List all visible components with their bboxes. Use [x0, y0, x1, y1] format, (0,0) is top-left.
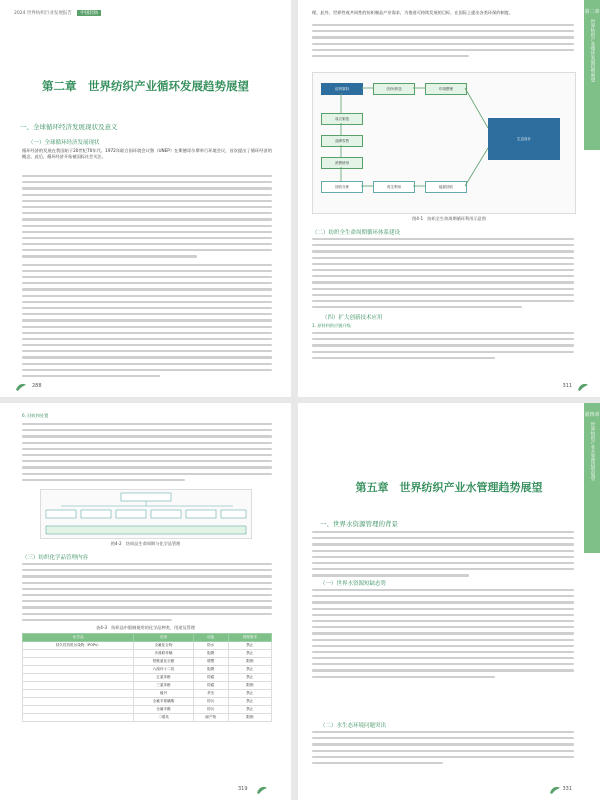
- body-text-lines: [312, 731, 574, 768]
- leaf-logo-icon: [14, 382, 28, 392]
- table-row: [23, 674, 272, 682]
- page-number: 319: [238, 786, 248, 792]
- table-cell: [23, 650, 134, 658]
- table-cell: 限制: [228, 682, 271, 690]
- table-row: [23, 658, 272, 666]
- figure-caption: 图4-1 纺织全生命周期循环利用示意图: [412, 216, 486, 221]
- table-caption: 表4-3 纺织品中限制使用的化学品种类、用途及管理: [96, 625, 195, 630]
- table-header: 化学品: [23, 634, 134, 642]
- table-row: [23, 706, 272, 714]
- table-row: [23, 642, 272, 650]
- item-heading: 6. 回收和处置: [22, 413, 49, 418]
- side-chapter-text: 世界纺织产业循环发展趋势展望: [590, 19, 595, 82]
- diagram-box: 成衣制造: [321, 113, 363, 125]
- page-319: [0, 403, 291, 800]
- page-number: 311: [562, 383, 572, 389]
- table-cell: 禁止: [228, 690, 271, 698]
- table-cell: [23, 706, 134, 714]
- chapter-label: 第二章: [584, 9, 600, 15]
- table-cell: 阻燃: [193, 650, 228, 658]
- table-cell: 增塑: [193, 658, 228, 666]
- chemicals-table: [22, 633, 272, 722]
- table-cell: [23, 658, 134, 666]
- table-cell: 全氟化合物: [134, 642, 193, 650]
- side-chapter-text: 世界纺织产业水管理趋势展望: [590, 422, 595, 481]
- table-cell: 持久性有机污染物（POPs）: [23, 642, 134, 650]
- figure-caption: 图4-2 纺织品生命周期与化学品管理: [110, 541, 181, 546]
- table-cell: 禁止: [228, 650, 271, 658]
- table-cell: [23, 682, 134, 690]
- table-row: [23, 666, 272, 674]
- table-cell: 六溴环十二烷: [134, 666, 193, 674]
- leaf-logo-icon: [548, 785, 562, 795]
- chapter-side-tab: [584, 0, 600, 150]
- table-cell: 杀虫: [193, 690, 228, 698]
- running-header: [14, 10, 101, 16]
- table-header: 类别: [134, 634, 193, 642]
- diagram-box: 品牌零售: [321, 135, 363, 147]
- table-cell: 防污: [193, 706, 228, 714]
- page-288: [0, 0, 291, 397]
- subsection-heading: （一）全球循环经济发展现状: [28, 140, 100, 146]
- header-text: 2024 世界纺织行业发展报告: [14, 11, 72, 16]
- body-text-lines: [22, 423, 272, 485]
- subsection-heading: （三）纺织化学品管理内容: [22, 555, 89, 561]
- body-paragraph: 循环经济的发展在我国始于20世纪70年代。1972年联合国环境会议暨（UNEP）在斯德哥尔摩举行环境会议，首次提出了循环经济的概念。此后，循环经济开始被国际社会关注。: [22, 148, 272, 160]
- body-text-lines: [312, 24, 574, 61]
- table-cell: 防水: [193, 642, 228, 650]
- table-cell: 限制: [228, 714, 271, 722]
- table-cell: 五氯苯酚: [134, 674, 193, 682]
- subsection-heading: （二）水生态环境问题突出: [320, 723, 387, 729]
- chapter-label: 第四章: [584, 412, 600, 418]
- table-cell: 副产物: [193, 714, 228, 722]
- table-cell: 硫丹: [134, 690, 193, 698]
- table-header: 用途: [193, 634, 228, 642]
- table-row: [23, 690, 272, 698]
- table-header: 管理要求: [228, 634, 271, 642]
- page-number: 288: [32, 383, 42, 389]
- table-cell: [23, 690, 134, 698]
- diagram-box: 消费使用: [321, 157, 363, 169]
- page-number: 331: [562, 786, 572, 792]
- body-text-lines: [22, 563, 272, 625]
- table-row: [23, 650, 272, 658]
- diagram-box: 生态设计: [488, 118, 560, 160]
- diagram-graphic: [41, 490, 251, 538]
- lifecycle-diagram: [312, 72, 576, 214]
- chapter-title: 第二章 世界纺织产业循环发展趋势展望: [42, 79, 249, 93]
- section-heading: 一、全球循环经济发展现状及意义: [20, 123, 118, 131]
- table-row: [23, 698, 272, 706]
- chapter-title: 第五章 世界纺织产业水管理趋势展望: [355, 481, 543, 494]
- body-text-lines: [312, 332, 574, 363]
- item-heading: 1. 原材料供应链升级: [312, 323, 351, 328]
- diagram-box: 能源回收: [425, 181, 467, 193]
- table-cell: 全氟辛基磺酸: [134, 698, 193, 706]
- table-cell: 三氯苯酚: [134, 682, 193, 690]
- table-row: [23, 714, 272, 722]
- section-heading: 一、世界水资源管理的背景: [320, 520, 398, 528]
- page-311: [298, 0, 600, 397]
- table-cell: 禁止: [228, 666, 271, 674]
- table-cell: 防污: [193, 698, 228, 706]
- table-cell: 禁止: [228, 706, 271, 714]
- table-cell: 禁止: [228, 698, 271, 706]
- table-cell: 阻燃: [193, 666, 228, 674]
- body-text-lines: [312, 589, 574, 682]
- leaf-logo-icon: [576, 382, 590, 392]
- diagram-box: 印染整理: [425, 83, 467, 95]
- table-cell: [23, 674, 134, 682]
- diagram-box: 纺织原料: [321, 83, 363, 95]
- header-tag: 中国轻纺: [77, 10, 101, 16]
- body-text-lines: [312, 238, 574, 312]
- body-text-lines: [312, 531, 574, 581]
- table-cell: 防腐: [193, 682, 228, 690]
- chemical-lifecycle-diagram: [40, 489, 252, 539]
- chapter-side-tab: [584, 403, 600, 553]
- table-cell: 短链氯化石蜡: [134, 658, 193, 666]
- table-cell: 禁止: [228, 674, 271, 682]
- body-text-lines: [22, 175, 272, 381]
- table-cell: 二噁英: [134, 714, 193, 722]
- table-row: [23, 682, 272, 690]
- table-cell: [23, 666, 134, 674]
- diagram-connectors: [313, 73, 575, 213]
- table-cell: 多溴联苯醚: [134, 650, 193, 658]
- diagram-box: 纺纱/织造: [373, 83, 415, 95]
- diagram-box: 回收分拣: [321, 181, 363, 193]
- subsection-heading: （四）扩大创新技术应用: [322, 315, 383, 321]
- table-cell: [23, 714, 134, 722]
- table-cell: 全氟辛酸: [134, 706, 193, 714]
- table-cell: 禁止: [228, 642, 271, 650]
- table-cell: 防腐: [193, 674, 228, 682]
- table-cell: 限制: [228, 658, 271, 666]
- subsection-heading: （一）世界水资源短缺态势: [320, 581, 387, 587]
- subsection-heading: （二）纺织全生命周期循环体系建设: [312, 230, 401, 236]
- page-331: [298, 403, 600, 800]
- leaf-logo-icon: [255, 785, 269, 795]
- table-cell: [23, 698, 134, 706]
- diagram-box: 再生利用: [373, 181, 415, 193]
- body-paragraph: 理，此外，世界性或共同性的纺织制品产业需求，为推进可持续发展的目标，在国际上提出各类环保约制度。: [312, 10, 514, 15]
